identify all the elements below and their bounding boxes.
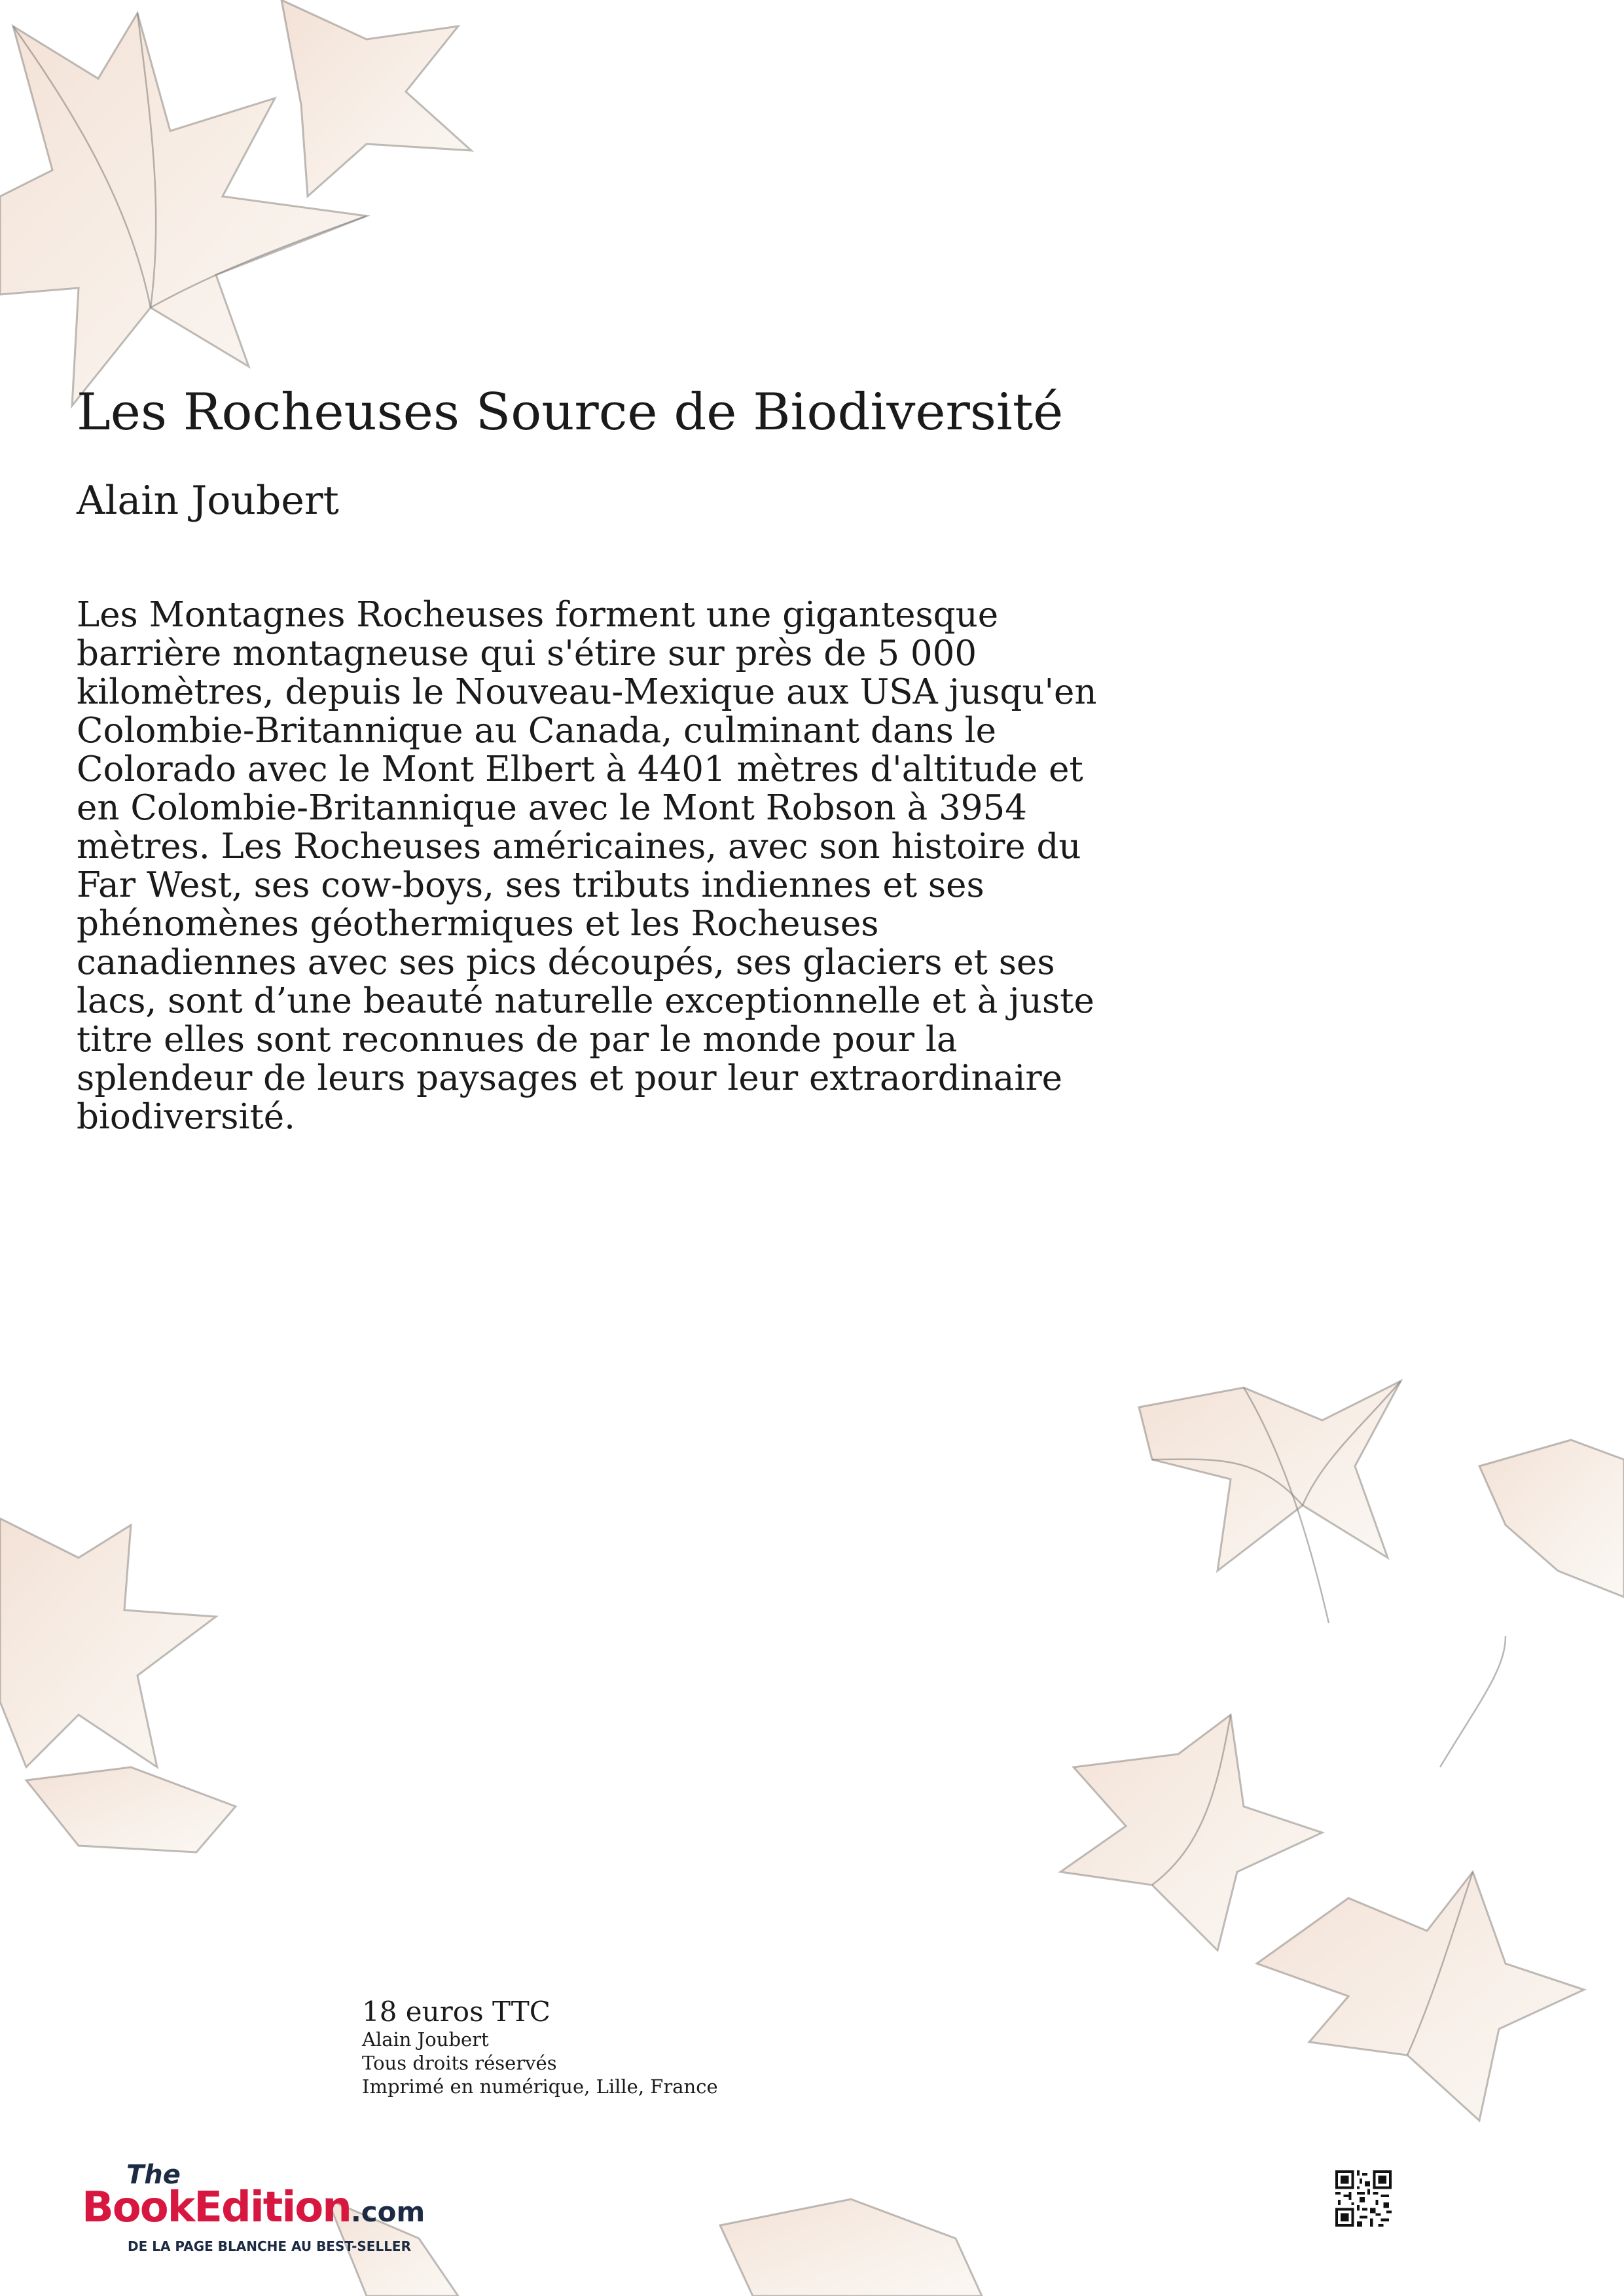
summary-line: Colorado avec le Mont Elbert à 4401 mètres d'altitude et <box>77 749 1083 789</box>
summary-line: lacs, sont d’une beauté naturelle exceptionnelle et à juste <box>77 981 1094 1021</box>
logo-brand <box>82 2183 425 2232</box>
summary-line: Colombie-Britannique au Canada, culminant dans le <box>77 711 997 751</box>
summary-line: Far West, ses cow-boys, ses tributs indiennes et ses <box>77 865 984 905</box>
publisher-logo <box>82 2160 468 2254</box>
colophon-author: Alain Joubert <box>362 2028 489 2051</box>
logo-brand-o: o <box>295 2183 323 2232</box>
logo-brand-main: BookEditi <box>82 2183 295 2232</box>
qr-code-icon <box>1335 2170 1392 2227</box>
price: 18 euros TTC <box>362 1996 550 2028</box>
book-title: Les Rocheuses Source de Biodiversité <box>77 383 1064 442</box>
summary-line: en Colombie-Britannique avec le Mont Robson à 3954 <box>77 788 1027 828</box>
book-summary <box>77 596 1216 1136</box>
summary-line: splendeur de leurs paysages et pour leur extraordinaire <box>77 1058 1063 1098</box>
summary-line: Les Montagnes Rocheuses forment une gigantesque <box>77 595 999 635</box>
summary-line: mètres. Les Rocheuses américaines, avec son histoire du <box>77 827 1081 867</box>
summary-line: phénomènes géothermiques et les Rocheuses <box>77 904 879 944</box>
book-author: Alain Joubert <box>77 478 339 524</box>
summary-line: kilomètres, depuis le Nouveau-Mexique aux USA jusqu'en <box>77 672 1097 712</box>
logo-domain: .com <box>350 2196 425 2228</box>
summary-line: canadiennes avec ses pics découpés, ses glaciers et ses <box>77 942 1055 982</box>
logo-brand-end: n <box>322 2183 351 2232</box>
summary-line: barrière montagneuse qui s'étire sur près de 5 000 <box>77 634 977 673</box>
publisher-tagline: DE LA PAGE BLANCHE AU BEST-SELLER <box>128 2238 411 2254</box>
summary-line: biodiversité. <box>77 1097 295 1137</box>
logo-the: The <box>126 2160 181 2190</box>
rights-notice: Tous droits réservés <box>362 2052 557 2074</box>
summary-line: titre elles sont reconnues de par le monde pour la <box>77 1020 958 1060</box>
colophon <box>362 1996 718 2098</box>
print-info: Imprimé en numérique, Lille, France <box>362 2075 718 2098</box>
